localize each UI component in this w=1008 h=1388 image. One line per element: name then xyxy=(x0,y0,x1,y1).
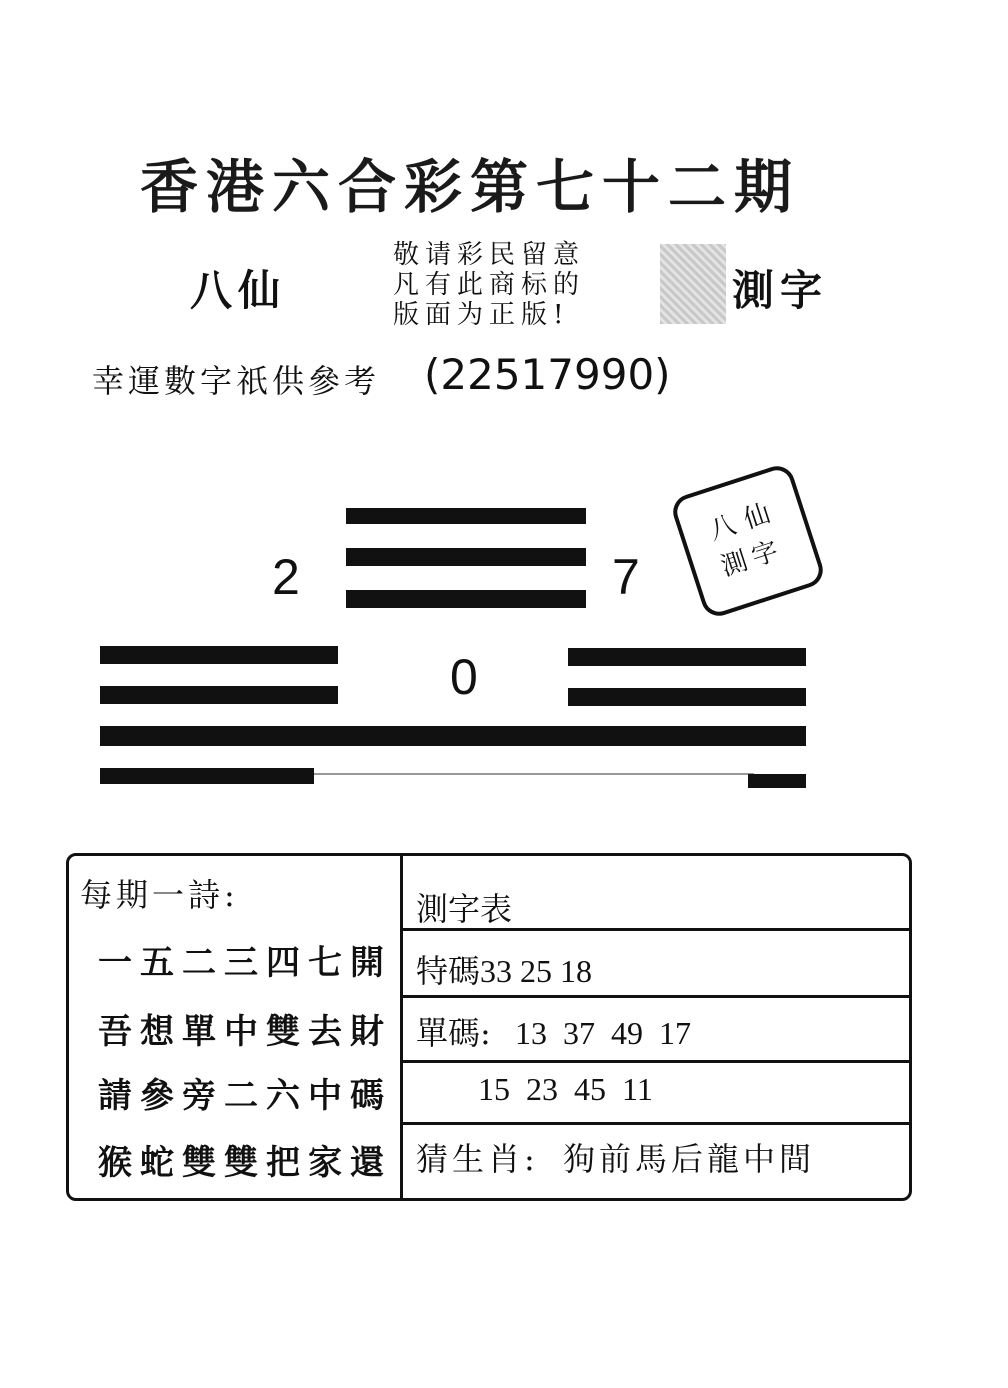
digit-right: 7 xyxy=(612,549,640,605)
single-code-row-2 xyxy=(478,1070,653,1108)
poem-line: 一五二三四七開 xyxy=(98,943,392,983)
zodiac-label: 猜生肖: xyxy=(416,1140,539,1178)
single-code-label: 單碼: xyxy=(416,1014,491,1052)
notice-line: 凡有此商标的 xyxy=(393,270,586,300)
bar-mid-right-1 xyxy=(568,648,806,666)
lucky-number-label: 幸運數字祇供參考 xyxy=(92,362,381,400)
bar-full xyxy=(100,726,806,746)
brand-label-left: 八仙 xyxy=(190,266,287,315)
table-rule-2 xyxy=(402,995,910,998)
poem-line: 吾想單中雙去財 xyxy=(98,1012,392,1052)
table-rule-4 xyxy=(402,1122,910,1125)
special-code-row xyxy=(416,946,592,992)
poem-title: 每期一詩: xyxy=(80,876,239,914)
bar-bottom-left xyxy=(100,768,314,784)
stamp-text-top: 八仙 xyxy=(705,495,784,547)
bar-mid-left-1 xyxy=(100,646,338,664)
zodiac-row xyxy=(416,1134,815,1180)
bar-bottom-faint xyxy=(314,773,754,775)
bar-top-2 xyxy=(346,548,586,566)
bar-mid-left-2 xyxy=(100,686,338,704)
lucky-number-value: (22517990) xyxy=(424,350,671,399)
digit-center: 0 xyxy=(450,649,478,705)
stamp-text-bottom: 測字 xyxy=(717,534,788,583)
page-title: 香港六合彩第七十二期 xyxy=(140,153,801,221)
digit-left: 2 xyxy=(272,549,300,605)
trademark-logo-image xyxy=(660,244,726,324)
zodiac-value: 狗前馬后龍中間 xyxy=(562,1140,815,1178)
bar-top-1 xyxy=(346,508,586,524)
bar-bottom-right xyxy=(748,774,806,788)
special-code-label: 特碼 xyxy=(416,952,481,990)
brand-stamp xyxy=(669,462,828,621)
notice-line: 版面为正版! xyxy=(393,300,570,330)
table-rule-3 xyxy=(402,1060,910,1063)
special-code-numbers: 33 25 18 xyxy=(480,953,593,989)
table-title: 測字表 xyxy=(416,890,513,928)
single-code-row xyxy=(416,1008,691,1054)
brand-label-right: 測字 xyxy=(732,266,829,315)
single-code-numbers: 15 23 45 11 xyxy=(478,1071,653,1107)
single-code-numbers: 13 37 49 17 xyxy=(514,1015,691,1051)
panel-divider xyxy=(400,855,403,1200)
notice-line: 敬请彩民留意 xyxy=(393,240,586,270)
poem-line: 請參旁二六中碼 xyxy=(98,1076,392,1116)
authenticity-notice xyxy=(393,240,585,330)
bar-top-3 xyxy=(346,590,586,608)
poem-line: 猴蛇雙雙把家還 xyxy=(98,1143,392,1183)
bar-mid-right-2 xyxy=(568,688,806,706)
